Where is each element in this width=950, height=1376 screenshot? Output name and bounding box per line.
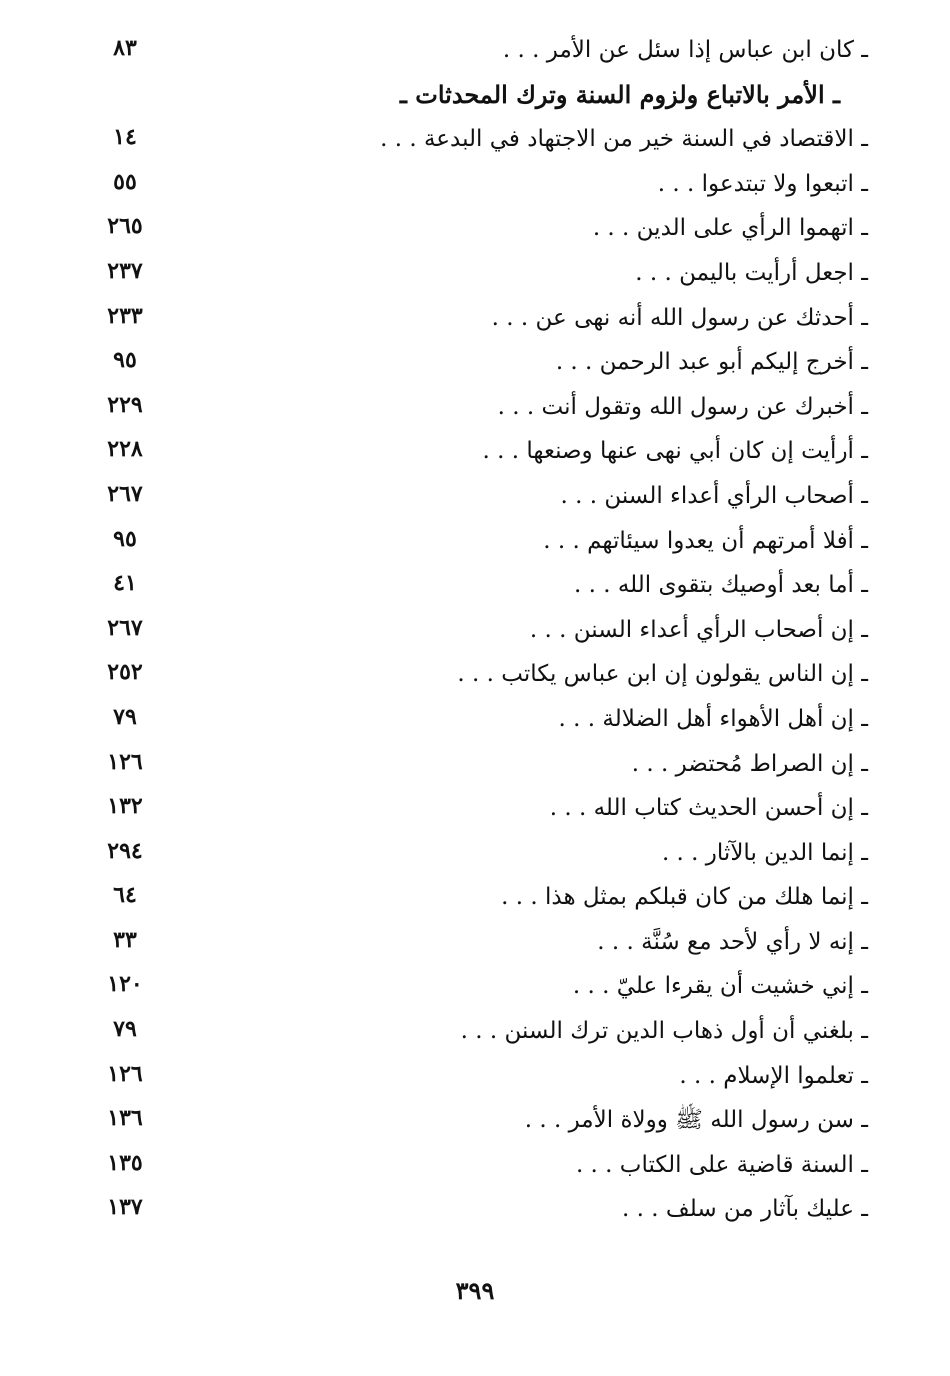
- entry-text: ـ اجعل أرأيت باليمن . . .: [635, 259, 868, 286]
- entry-text: ـ إنما هلك من كان قبلكم بمثل هذا . . .: [501, 884, 868, 911]
- entry-text: ـ سن رسول الله ﷺ وولاة الأمر . . .: [524, 1107, 868, 1134]
- entry-page-number: ١٤: [113, 124, 137, 151]
- entry-page-number: ١٢٠: [107, 971, 143, 998]
- entry-page-number: ٢٦٧: [107, 480, 143, 507]
- entry-page-number: ٣٣: [113, 926, 137, 953]
- entry-text: ـ إني خشيت أن يقرءا عليّ . . .: [572, 973, 868, 1000]
- entry-text: ـ إن الناس يقولون إن ابن عباس يكاتب . . .: [457, 661, 868, 688]
- index-entry: [0, 744, 950, 789]
- entry-page-number: ١٣٢: [107, 793, 143, 820]
- entry-page-number: ٢٦٧: [107, 614, 143, 641]
- index-entry: [0, 521, 950, 566]
- index-entry: [0, 119, 950, 164]
- entry-text: ـ اتبعوا ولا تبتدعوا . . .: [657, 170, 868, 197]
- entry-page-number: ٧٩: [113, 703, 137, 730]
- index-entry: [0, 833, 950, 878]
- entry-page-number: ٥٥: [113, 168, 137, 195]
- entry-page-number: ١٣٦: [107, 1105, 143, 1132]
- entry-text: ـ إن الصراط مُحتضر . . .: [631, 750, 868, 777]
- entry-text: ـ الأمر بالاتباع ولزوم السنة وترك المحدثات ـ: [399, 79, 840, 109]
- entry-text: ـ أصحاب الرأي أعداء السنن . . .: [560, 482, 868, 509]
- entry-page-number: ٢٢٨: [107, 436, 143, 463]
- entry-page-number: ٦٤: [113, 882, 137, 909]
- entry-page-number: ٢٢٩: [107, 391, 143, 418]
- index-entry: [0, 30, 950, 75]
- entry-text: ـ تعلموا الإسلام . . .: [679, 1062, 868, 1089]
- index-entry: [0, 342, 950, 387]
- entry-text: ـ اتهموا الرأي على الدين . . .: [592, 215, 868, 242]
- index-entry: [0, 387, 950, 432]
- entry-text: ـ أرأيت إن كان أبي نهى عنها وصنعها . . .: [482, 438, 868, 465]
- index-entry: [0, 877, 950, 922]
- index-entry: [0, 476, 950, 521]
- entry-page-number: ٩٥: [113, 525, 137, 552]
- entry-page-number: ٢٣٧: [107, 257, 143, 284]
- entry-text: ـ بلغني أن أول ذهاب الدين ترك السنن . . .: [460, 1018, 868, 1045]
- page-number: ٣٩٩: [455, 1276, 495, 1305]
- entry-text: ـ أفلا أمرتهم أن يعدوا سيئاتهم . . .: [543, 527, 868, 554]
- index-entry: [0, 1189, 950, 1234]
- entry-page-number: ٢٥٢: [107, 659, 143, 686]
- entry-page-number: ١٢٦: [107, 1060, 143, 1087]
- entry-text: ـ إن أصحاب الرأي أعداء السنن . . .: [529, 616, 868, 643]
- entry-text: ـ كان ابن عباس إذا سئل عن الأمر . . .: [502, 37, 868, 63]
- index-entry: [0, 788, 950, 833]
- index-entry: [0, 1056, 950, 1101]
- index-entry: [0, 1145, 950, 1190]
- entry-page-number: ١٣٥: [107, 1149, 143, 1176]
- index-entry: [0, 610, 950, 655]
- index-entry: [0, 1011, 950, 1056]
- entry-text: ـ إن أحسن الحديث كتاب الله . . .: [549, 795, 868, 822]
- entry-page-number: ٤١: [113, 570, 137, 597]
- entry-text: ـ أما بعد أوصيك بتقوى الله . . .: [573, 572, 868, 599]
- entry-text: ـ إن أهل الأهواء أهل الضلالة . . .: [558, 705, 868, 732]
- index-entry: [0, 654, 950, 699]
- index-entry: [0, 922, 950, 967]
- entry-page-number: ١٢٦: [107, 748, 143, 775]
- index-entry: [0, 298, 950, 343]
- index-entry: [0, 208, 950, 253]
- index-entry: [0, 699, 950, 744]
- entry-page-number: ٢٦٥: [107, 213, 143, 240]
- index-entry: [0, 565, 950, 610]
- entry-text: ـ أخبرك عن رسول الله وتقول أنت . . .: [497, 393, 868, 420]
- entry-text: ـ عليك بآثار من سلف . . .: [622, 1196, 868, 1223]
- index-list: [0, 30, 950, 1234]
- entry-text: ـ الاقتصاد في السنة خير من الاجتهاد في البدعة . . .: [380, 126, 868, 153]
- index-entry: [0, 1100, 950, 1145]
- entry-page-number: ٨٣: [113, 35, 137, 61]
- entry-page-number: ٩٥: [113, 347, 137, 374]
- entry-text: ـ السنة قاضية على الكتاب . . .: [575, 1151, 868, 1178]
- entry-page-number: ٢٩٤: [107, 837, 143, 864]
- index-entry: [0, 966, 950, 1011]
- index-entry: [0, 164, 950, 209]
- index-entry: [0, 431, 950, 476]
- entry-text: ـ أخرج إليكم أبو عبد الرحمن . . .: [555, 349, 868, 376]
- index-entry: [0, 253, 950, 298]
- entry-page-number: ٧٩: [113, 1016, 137, 1043]
- entry-text: ـ إنما الدين بالآثار . . .: [661, 839, 868, 866]
- entry-page-number: ١٣٧: [107, 1194, 143, 1221]
- entry-text: ـ إنه لا رأي لأحد مع سُنَّة . . .: [597, 928, 868, 955]
- section-heading: [0, 75, 950, 120]
- entry-text: ـ أحدثك عن رسول الله أنه نهى عن . . .: [491, 304, 868, 331]
- entry-page-number: ٢٣٣: [107, 302, 143, 329]
